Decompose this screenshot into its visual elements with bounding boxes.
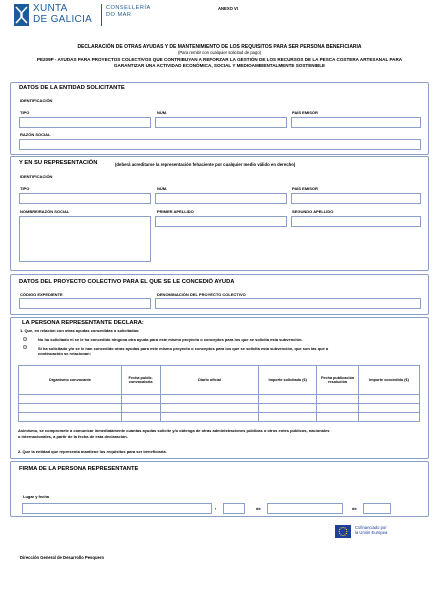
de-separator-2: de	[352, 506, 357, 511]
applicant-business-name-label: RAZÓN SOCIAL	[20, 132, 51, 137]
table-cell[interactable]	[160, 413, 259, 422]
annex-label: ANEXO VI	[218, 6, 239, 11]
procedure-title-line1: PE209P - AYUDAS PARA PROYECTOS COLECTIVOS QUE CONTRIBUYAN A REFORZAR LA GESTIÓN DE LOS RECURSOS DE LA PESCA COSTERA ARTESANAL PARA	[36, 57, 403, 62]
brand-name-line2: DE GALICIA	[33, 14, 93, 25]
header-official-journal: Diario oficial	[160, 366, 259, 395]
project-name-field[interactable]	[155, 298, 421, 309]
header-call-date: Fecha public. convocatoria	[121, 366, 160, 395]
header-organism: Organismo convocante	[19, 366, 122, 395]
table-cell[interactable]	[317, 413, 359, 422]
applicant-identification-label: IDENTIFICACIÓN	[20, 98, 53, 103]
xunta-logo-icon	[14, 4, 29, 26]
table-cell[interactable]	[359, 395, 420, 404]
department-name-line2: DO MAR	[106, 12, 132, 18]
table-cell[interactable]	[259, 404, 317, 413]
signature-day-field[interactable]	[223, 503, 245, 514]
option-no-aid-radio[interactable]	[23, 337, 27, 341]
table-row	[19, 395, 420, 404]
header-resolution-date: Fecha publicación resolución	[317, 366, 359, 395]
option-other-aid-radio[interactable]	[23, 345, 27, 349]
representative-country-label: PAÍS EMISOR	[292, 186, 318, 191]
declaration-section-title: LA PERSONA REPRESENTANTE DECLARA:	[22, 320, 144, 326]
table-row	[19, 413, 420, 422]
table-cell[interactable]	[317, 404, 359, 413]
table-cell[interactable]	[359, 413, 420, 422]
signature-year-field[interactable]	[363, 503, 391, 514]
representative-name-label: NOMBRE/RAZÓN SOCIAL	[20, 209, 70, 214]
project-name-label: DENOMINACIÓN DEL PROYECTO COLECTIVO	[157, 292, 246, 297]
representative-surname1-field[interactable]	[155, 216, 287, 227]
representative-name-field[interactable]	[19, 216, 151, 262]
applicant-number-label: NÚM.	[157, 110, 168, 115]
other-aid-table-header	[19, 366, 420, 395]
representative-surname2-label: SEGUNDO APELLIDO	[292, 209, 334, 214]
signature-month-field[interactable]	[267, 503, 343, 514]
document-title: DECLARACIÓN DE OTRAS AYUDAS Y DE MANTENIMIENTO DE LOS REQUISITOS PARA SER PERSONA BENEFICIARIA	[77, 44, 362, 50]
representative-identification-label: IDENTIFICACIÓN	[20, 174, 53, 179]
footer-department: Dirección General de Desarrollo Pesquero	[20, 555, 105, 560]
table-cell[interactable]	[19, 404, 122, 413]
option-no-aid-text: No ha solicitado ni se le ha concedido ninguna otra ayuda para este mismo proyecto o conceptos para los que se solicita esta subvención.	[38, 337, 303, 342]
representative-surname1-label: PRIMER APELLIDO	[157, 209, 194, 214]
brand-name-line1: XUNTA	[33, 3, 68, 14]
comma-separator: ,	[215, 505, 217, 511]
commitment-line2: o internacionales, a partir de la fecha de esta declaración.	[18, 433, 128, 439]
representative-country-field[interactable]	[291, 193, 421, 204]
declaration-point1: 1. Que, en relación con otras ayudas concedidas o solicitadas:	[20, 328, 140, 333]
eu-line1: Cofinanciado por	[355, 525, 387, 530]
other-aid-table	[18, 365, 420, 422]
applicant-type-field[interactable]	[19, 117, 151, 128]
signature-place-field[interactable]	[22, 503, 212, 514]
eu-flag-icon	[335, 525, 351, 538]
table-cell[interactable]	[121, 404, 160, 413]
applicant-country-field[interactable]	[291, 117, 421, 128]
table-cell[interactable]	[121, 413, 160, 422]
department-name-line1: CONSELLERÍA	[106, 5, 151, 11]
applicant-country-label: PAÍS EMISOR	[292, 110, 318, 115]
eu-cofinancing-text	[355, 525, 387, 535]
applicant-section-title: DATOS DE LA ENTIDAD SOLICITANTE	[19, 85, 125, 91]
representative-section-title: Y EN SU REPRESENTACIÓN	[19, 160, 98, 166]
representative-number-field[interactable]	[155, 193, 287, 204]
representative-type-label: TIPO	[20, 186, 30, 191]
procedure-title-line2: GARANTIZAR UNA ACTIVIDAD ECONÓMICA, SOCIAL Y MEDIOAMBIENTALMENTE SOSTENIBLE	[113, 63, 326, 68]
header-granted-amount: Importe concedido (€)	[359, 366, 420, 395]
table-cell[interactable]	[317, 395, 359, 404]
applicant-type-label: TIPO	[20, 110, 30, 115]
commitment-line1: Asimismo, se compromete a comunicar inmediatamente cuantas ayudas solicite y/o obtenga de otras administraciones públicas o otros entes públicos, nacionales	[18, 428, 330, 433]
procedure-title	[14, 57, 425, 69]
option-other-aid-text	[38, 346, 328, 356]
option-other-aid-line2: continuación se relacionan:	[38, 351, 91, 356]
table-cell[interactable]	[359, 404, 420, 413]
project-code-field[interactable]	[19, 298, 151, 309]
table-cell[interactable]	[160, 395, 259, 404]
de-separator-1: de	[256, 506, 261, 511]
logo-divider	[101, 4, 102, 26]
declaration-point2: 2. Que la entidad que representa mantiene los requisitos para ser beneficiaria.	[18, 449, 167, 454]
header-requested-amount: Importe solicitado (€)	[259, 366, 317, 395]
table-row	[19, 404, 420, 413]
eu-line2: la Unión Europea	[355, 530, 388, 535]
table-cell[interactable]	[19, 395, 122, 404]
commitment-text	[18, 428, 329, 439]
document-subtitle: (Para remitir con cualquier solicitud de pago)	[177, 50, 262, 55]
table-cell[interactable]	[259, 413, 317, 422]
place-date-label: Lugar y fecha	[23, 494, 50, 499]
applicant-number-field[interactable]	[155, 117, 287, 128]
eu-stars-icon	[335, 525, 351, 538]
project-section-title: DATOS DEL PROYECTO COLECTIVO PARA EL QUE SE LE CONCEDIÓ AYUDA	[19, 279, 235, 285]
table-cell[interactable]	[121, 395, 160, 404]
table-cell[interactable]	[160, 404, 259, 413]
table-cell[interactable]	[19, 413, 122, 422]
signature-section-title: FIRMA DE LA PERSONA REPRESENTANTE	[19, 466, 139, 472]
representative-type-field[interactable]	[19, 193, 151, 204]
applicant-business-name-field[interactable]	[19, 139, 421, 150]
table-cell[interactable]	[259, 395, 317, 404]
representative-number-label: NÚM.	[157, 186, 168, 191]
option-other-aid-line1: Sí ha solicitado y/o se le han concedido otras ayudas para este mismo proyecto o conceptos para los que se solicita esta subvención, que son las que a	[38, 346, 329, 351]
representative-section-note: (deberá acreditarse la representación fehaciente por cualquier medio válido en derecho)	[115, 161, 296, 167]
project-code-label: CÓDIGO EXPEDIENTE	[20, 292, 63, 297]
representative-surname2-field[interactable]	[291, 216, 421, 227]
